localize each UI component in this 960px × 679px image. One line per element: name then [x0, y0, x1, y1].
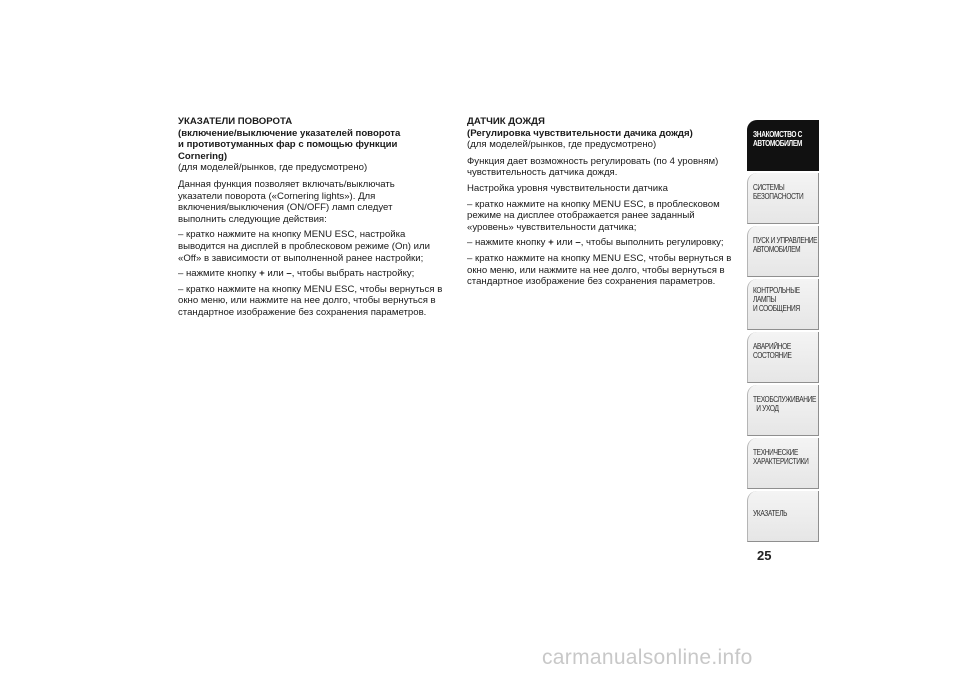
intro-paragraph [178, 179, 456, 225]
tab-label: ЛАМПЫ [753, 295, 777, 304]
tab-label: И УХОД [756, 404, 779, 413]
section-title-rain-sensor: ДАТЧИК ДОЖДЯ [467, 116, 545, 127]
step-3 [467, 253, 745, 288]
availability-note: (для моделей/рынков, где предусмотрено) [178, 162, 368, 174]
step-line: стандартное изображение без сохранения параметров. [467, 276, 716, 288]
step-1 [178, 229, 456, 264]
setting-title: Настройка уровня чувствительности датчика [467, 182, 668, 194]
step-line: стандартное изображение без сохранения параметров. [178, 306, 427, 318]
step-line: – кратко нажмите на кнопку MENU ESC, чтобы вернуться в [467, 252, 732, 264]
intro-line: Данная функция позволяет включать/выключать [178, 178, 395, 190]
tab-label: ТЕХНИЧЕСКИЕ [753, 448, 799, 457]
step-text: или [264, 268, 287, 280]
intro-line: выполнить следующие действия: [178, 213, 327, 225]
tab-getting-to-know-car[interactable] [747, 120, 819, 171]
intro-line: Функция дает возможность регулировать (по 4 уровням) [467, 155, 719, 167]
tab-label: И СООБЩЕНИЯ [753, 304, 800, 313]
plus-symbol: + [259, 268, 265, 280]
tab-emergency[interactable] [747, 332, 819, 383]
step-line: окно меню, или нажмите на нее долго, чтобы вернуться в [178, 295, 436, 307]
section-title-turn-signals: УКАЗАТЕЛИ ПОВОРОТА [178, 116, 293, 127]
intro-line: включения/выключения (ON/OFF) ламп следует [178, 202, 393, 214]
tab-label: УКАЗАТЕЛЬ [753, 509, 788, 518]
tab-maintenance[interactable] [747, 385, 819, 436]
section-subtitle-line-2: и противотуманных фар с помощью функции [178, 139, 398, 151]
step-line: – кратко нажмите на кнопку MENU ESC, в проблесковом [467, 198, 720, 210]
tab-warning-lights[interactable] [747, 279, 819, 330]
intro-line: указатели поворота («Cornering lights»). Для [178, 190, 376, 202]
minus-symbol: – [575, 237, 581, 249]
step-line: «уровень» чувствительности датчика; [467, 221, 637, 233]
intro-paragraph [467, 156, 745, 179]
step-line: – кратко нажмите на кнопку MENU ESC, чтобы вернуться в [178, 283, 443, 295]
watermark: carmanualsonline.info [542, 646, 753, 669]
tab-index[interactable] [747, 491, 819, 542]
tab-label: БЕЗОПАСНОСТИ [753, 192, 804, 201]
tab-label: ЗНАКОМСТВО С [753, 130, 803, 139]
tab-label: ХАРАКТЕРИСТИКИ [753, 457, 809, 466]
left-column [178, 116, 456, 323]
step-line: – кратко нажмите на кнопку MENU ESC, настройка [178, 229, 406, 241]
tab-safety-systems[interactable] [747, 173, 819, 224]
minus-symbol: – [286, 268, 292, 280]
step-1 [467, 199, 745, 234]
step-text: , чтобы выбрать настройку; [291, 268, 415, 280]
tab-label: СИСТЕМЫ [753, 183, 785, 192]
step-2 [467, 237, 745, 249]
section-subtitle-line-3: Cornering) [178, 150, 228, 162]
plus-symbol: + [548, 237, 554, 249]
step-line: окно меню, или нажмите на нее долго, чтобы вернуться в [467, 264, 725, 276]
tab-label: АВТОМОБИЛЕМ [753, 139, 803, 148]
step-text: – нажмите кнопку [467, 237, 549, 249]
tab-label: АВТОМОБИЛЕМ [753, 245, 801, 254]
tab-label: АВАРИЙНОЕ [753, 342, 791, 351]
step-text: , чтобы выполнить регулировку; [580, 237, 724, 249]
step-3 [178, 284, 456, 319]
step-2 [178, 268, 456, 280]
chapter-tabs [747, 120, 819, 544]
tab-label: ПУСК И УПРАВЛЕНИЕ [753, 236, 818, 245]
page-number: 25 [757, 548, 772, 563]
intro-line: чувствительность датчика дождя. [467, 167, 618, 179]
availability-note: (для моделей/рынков, где предусмотрено) [467, 139, 657, 151]
step-text: – нажмите кнопку [178, 268, 260, 280]
tab-label: ТЕХОБСЛУЖИВАНИЕ [753, 395, 817, 404]
right-column [467, 116, 745, 292]
tab-technical-specs[interactable] [747, 438, 819, 489]
step-line: режиме на дисплее отображается ранее заданный [467, 210, 695, 222]
tab-starting-driving[interactable] [747, 226, 819, 277]
step-line: «Off» в зависимости от выполненной ранее настройки; [178, 252, 424, 264]
tab-label: СОСТОЯНИЕ [753, 351, 792, 360]
tab-label: КОНТРОЛЬНЫЕ [753, 286, 800, 295]
section-subtitle: (Регулировка чувствительности дачика дождя) [467, 127, 693, 139]
step-text: или [553, 237, 576, 249]
step-line: выводится на дисплей в проблесковом режиме (On) или [178, 240, 430, 252]
section-subtitle-line-1: (включение/выключение указателей поворота [178, 127, 401, 139]
